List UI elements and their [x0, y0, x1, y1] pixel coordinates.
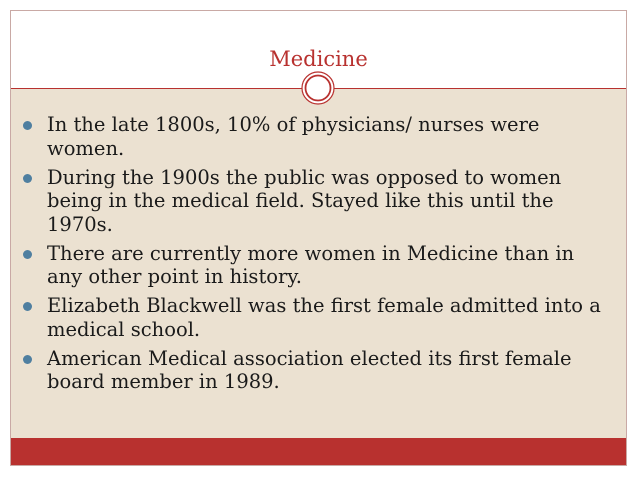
bullet-list: [21, 113, 611, 399]
list-item: [21, 347, 611, 394]
bullet-dot-icon: [23, 174, 32, 183]
circle-ornament-icon: [301, 71, 335, 105]
list-item: [21, 166, 611, 237]
bullet-text: Elizabeth Blackwell was the first female admitted into a medical school.: [47, 294, 601, 341]
list-item: [21, 113, 611, 160]
footer-bar: [11, 438, 626, 465]
slide-title: Medicine: [269, 47, 368, 71]
bullet-dot-icon: [23, 302, 32, 311]
bullet-text: American Medical association elected its first female board member in 1989.: [47, 346, 572, 394]
bullet-dot-icon: [23, 250, 32, 259]
bullet-text: During the 1900s the public was opposed to women being in the medical field. Stayed like this until the 1970s.: [47, 165, 562, 236]
bullet-dot-icon: [23, 121, 32, 130]
bullet-dot-icon: [23, 355, 32, 364]
list-item: [21, 294, 611, 341]
bullet-text: There are currently more women in Medicine than in any other point in history.: [47, 241, 575, 289]
list-item: [21, 242, 611, 289]
bullet-text: In the late 1800s, 10% of physicians/ nurses were women.: [47, 113, 540, 160]
